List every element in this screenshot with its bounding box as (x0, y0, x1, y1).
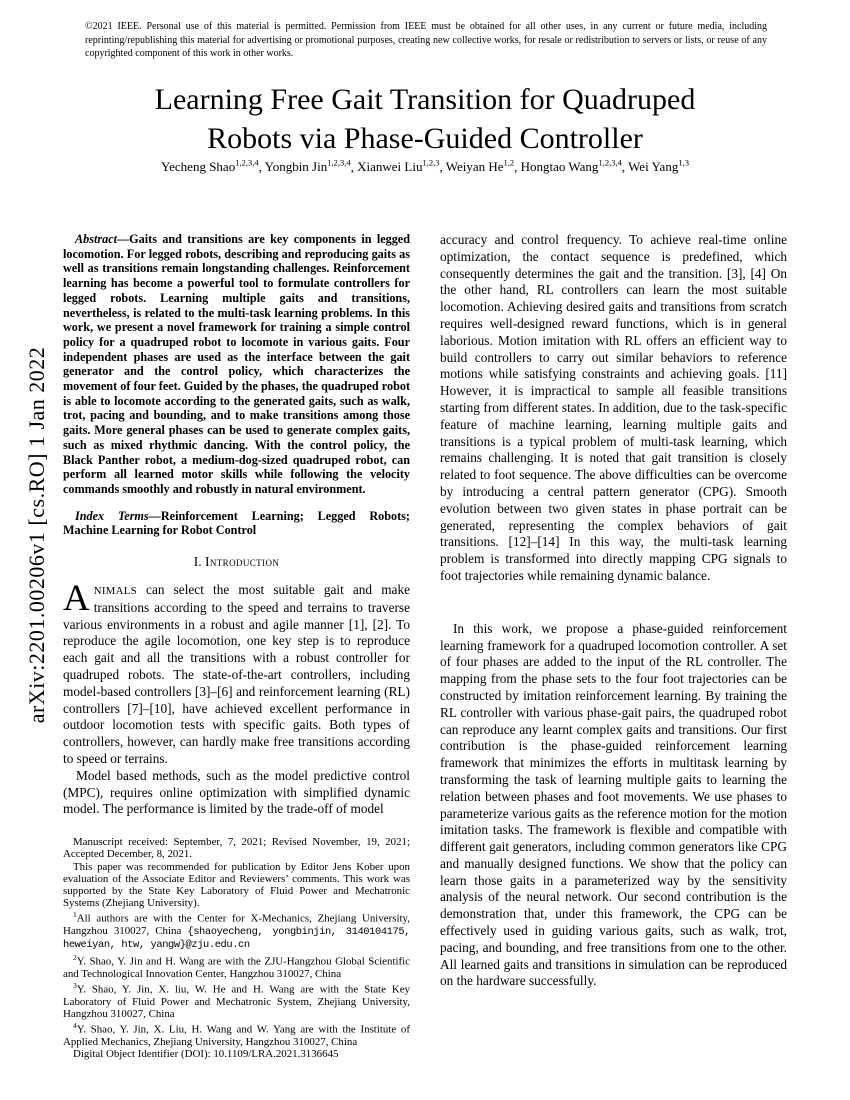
section-number: I. (193, 554, 202, 570)
author-name: Hongtao Wang$^{1,2,3,4}$ (520, 158, 622, 175)
index-terms-label: Index Terms— (75, 508, 161, 523)
author-name: Yongbin Jin$^{1,2,3,4}$ (264, 158, 351, 175)
two-column-body (63, 232, 787, 1060)
footnote: This paper was recommended for publication by Editor Jens Kober upon evaluation of the Associate Editor and Reviewers’ comments. This work was supported by the State Key Laboratory of Fluid Power and Mechatronic Systems (Zhejiang University). (63, 860, 410, 910)
footnote-sup: 4 (73, 1020, 77, 1030)
right-paragraph-2: In this work, we propose a phase-guided reinforcement learning framework for a quadruped locomotion controller. A set of four phases are added to the input of the RL controller. The mapping from the phase sets to the four foot trajectories can be constructed by imitation reinforcement learning. By training the RL controller with various phase-gait pairs, the quadruped robot can reproduce any learnt complex gaits and transitions. Our first contribution is the phase-guided reinforcement learning framework that minimizes the efforts in multitask learning by transforming the task of learning multiple gaits to learning the relation between phases and foot movements. We use phases to parameterize various gaits as the reference motion for the motion imitation tasks. The framework is flexible and compatible with different gait generators, including common generators like CPG and manually designed functions. We show that the policy can learn those gaits in a parameterized way by the sensitivity analysis of the neural network. Our second contribution is the demonstration that, under this framework, the CPG can be effectively used in guiding various gaits, such as walk, trot, pacing, and bounding, and free transitions from one to the other. All learned gaits and transitions in simulation can be reproduced on the hardware successfully. (440, 620, 787, 989)
footnote: $^4$Y. Shao, Y. Jin, X. Liu, H. Wang and W. Yang are with the Institute of Applied Mechanics, Zhejiang University, Hangzhou 310027, China (63, 1020, 410, 1048)
index-terms-text: Reinforcement Learning; Legged Robots; Machine Learning for Robot Control (63, 508, 410, 538)
left-column (63, 232, 410, 1060)
footnote-email-mono: {shaoyecheng, yongbinjin, 3140104175, heweiyan, htw, yangw}@zju.edu.cn (63, 926, 410, 952)
footnote: $^3$Y. Shao, Y. Jin, X. liu, W. He and H. Wang are with the State Key Laboratory of Fluid Power and Mechatronic System, Zhejiang University, Hangzhou 310027, China (63, 980, 410, 1020)
intro-paragraph-1 (63, 578, 410, 768)
copyright-notice: ©2021 IEEE. Personal use of this material is permitted. Permission from IEEE must be obtained for all other uses, in any current or future media, including reprinting/republishing this material for advertising or promotional purposes, creating new collective works, for resale or redistribution to servers or lists, or reuse of any copyrighted component of this work in other works. (85, 21, 767, 59)
paper-title-line2: Robots via Phase-Guided Controller (207, 122, 643, 155)
intro-paragraph-2: Model based methods, such as the model predictive control (MPC), requires online optimization with simplified dynamic model. The performance is limited by the trade-off of model (63, 767, 410, 817)
abstract-text: Gaits and transitions are key components in legged locomotion. For legged robots, describing and reproducing gaits as well as transitions remain longstanding challenges. Reinforcement learning has become a powerful tool to formulate controllers for legged robots. Learning multiple gaits and transitions, nevertheless, is related to the multi-task learning problems. In this work, we present a novel framework for training a simple control policy for a quadruped robot to locomote in various gaits. Four independent phases are used as the interface between the gait generator and the control policy, which characterizes the movement of four feet. Guided by the phases, the quadruped robot is able to locomote according to the generated gaits, such as walk, trot, pacing and bounding, and to make transitions among those gaits. More general phases can be used to generate complex gaits, such as mixed rhythmic dancing. With the control policy, the Black Panther robot, a medium-dog-sized quadruped robot, can perform all learned motor skills while following the velocity commands smoothly and robustly in natural environment. (63, 232, 410, 496)
arxiv-watermark: arXiv:2201.00206v1 [cs.RO] 1 Jan 2022 (24, 346, 49, 724)
author-name: Yecheng Shao$^{1,2,3,4}$ (161, 158, 259, 175)
right-paragraph-1: accuracy and control frequency. To achieve real-time online optimization, the contact sequence is predefined, which consequently determines the gait and the transition. [3], [4] On the other hand, RL controllers can learn the most suitable locomotion. Achieving desired gaits and transitions from scratch requires well-designed reward functions, which is in general laborious. Motion imitation with RL offers an efficient way to build controllers to carry out similar behaviors to reference motions while satisfying constraints and achieving goals. [11] However, it is impractical to sample all feasible transitions starting from different states. In addition, due to the task-specific feature of machine learning, learning multiple gaits and transitions is a typical problem of multi-task learning, which remains challenging. It is noted that gait transition is closely related to foot sequence. The above difficulties can be overcome by introducing a central pattern generator (CPG). Smooth evolution between two given states in phase portrait can be generated, representing the complex behaviors of gait transitions. [12]–[14] In this way, the multi-task learning problem is transformed into directly mapping CPG signals to foot trajectories while remaining dynamic balance. (440, 232, 787, 583)
footnote: $^1$All authors are with the Center for X-Mechanics, Zhejiang University, Hangzhou 310027, China {shaoyecheng, yongbinjin, 3140104175, heweiyan, htw, yangw}@zju.edu.cn (63, 910, 410, 952)
author-name: Wei Yang$^{1,3}$ (628, 158, 689, 175)
footnote: $^2$Y. Shao, Y. Jin and H. Wang are with the ZJU-Hangzhou Global Scientific and Technological Innovation Center, Hangzhou 310027, China (63, 952, 410, 980)
footnote-sup: 3 (73, 980, 77, 990)
footnote-sup: 2 (73, 952, 77, 962)
intro-paragraph-1-text: can select the most suitable gait and make transitions according to the speed and terrains to traverse various environments in a robust and agile manner [1], [2]. To reproduce the agile locomotion, one key step is to reproduce each gait and all the transitions with a robust controller for quadruped robots. The state-of-the-art controllers, including model-based controllers [3]–[6] and reinforcement learning (RL) controllers [7]–[10], have achieved excellent performance in outdoor locomotion tests with specific gaits. Both types of controllers, however, can hardly make free transitions according to speed or terrains. (63, 582, 410, 767)
footnotes-block (63, 836, 410, 1060)
footnote-sup: 1 (73, 910, 77, 920)
author-affiliation-sup: 1,2 (503, 158, 515, 168)
right-column (440, 232, 787, 1060)
footnote: Manuscript received: September, 7, 2021; Revised November, 19, 2021; Accepted December, 8, 2021. (63, 836, 410, 861)
abstract (63, 232, 410, 497)
author-affiliation-sup: 1,2,3,4 (235, 158, 259, 168)
paper-title (0, 80, 850, 158)
author-affiliation-sup: 1,2,3,4 (598, 158, 622, 168)
section-heading-introduction (63, 554, 410, 570)
author-affiliation-sup: 1,2,3 (422, 158, 440, 168)
dropcap-letter: A (63, 578, 90, 620)
author-affiliation-sup: 1,2,3,4 (327, 158, 351, 168)
author-name: Weiyan He$^{1,2}$ (445, 158, 515, 175)
dropcap-word-caps: NIMALS (93, 585, 137, 598)
author-name: Xianwei Liu$^{1,2,3}$ (357, 158, 440, 175)
footnote: Digital Object Identifier (DOI): 10.1109/LRA.2021.3136645 (73, 1047, 339, 1060)
author-affiliation-sup: 1,3 (678, 158, 689, 168)
paper-title-line1: Learning Free Gait Transition for Quadruped (154, 83, 696, 116)
abstract-label: Abstract— (75, 232, 130, 246)
authors-line: Yecheng Shao$^{1,2,3,4}$, Yongbin Jin$^{1,2,3,4}$, Xianwei Liu$^{1,2,3}$, Weiyan He$^{1,2}$, Hongtao Wang$^{1,2,3,4}$, Wei Yang$^{1,3}$ (161, 158, 689, 175)
index-terms (63, 509, 410, 538)
section-title: Introduction (204, 554, 280, 570)
